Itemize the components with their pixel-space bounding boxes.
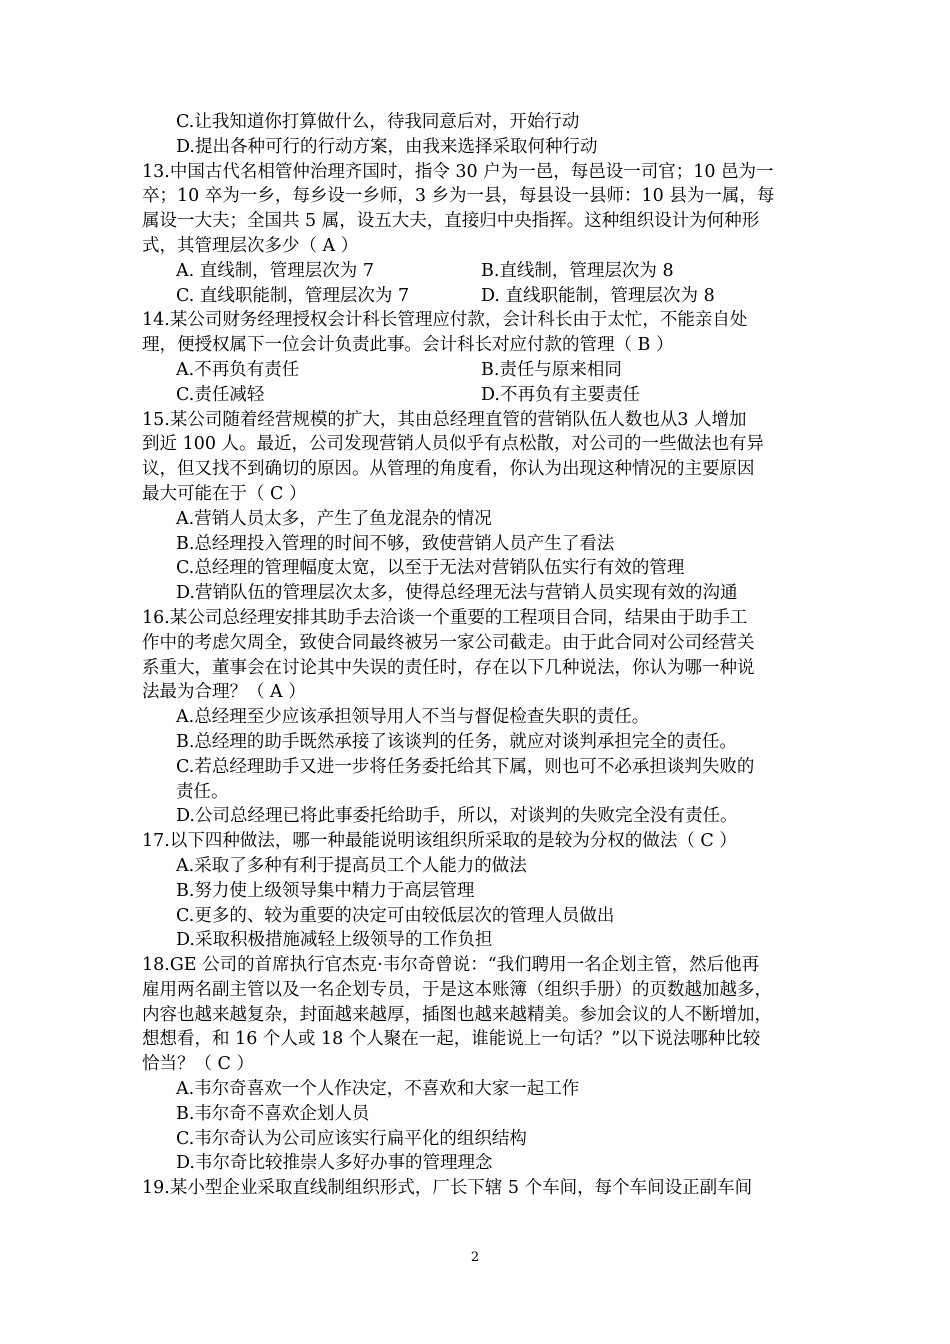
- question-line: 理，便授权属下一位会计负责此事。会计科长对应付款的管理（ B ）: [142, 335, 674, 356]
- question-line: 最大可能在于（ C ）: [142, 483, 307, 504]
- option-line: B.总经理投入管理的时间不够，致使营销人员产生了看法: [176, 533, 615, 554]
- option-line: B.努力使上级领导集中精力于高层管理: [176, 880, 475, 901]
- option-row: [142, 259, 810, 284]
- option-text: D. 直线职能制，管理层次为 8: [481, 285, 715, 306]
- option-line: B.韦尔奇不喜欢企划人员: [176, 1103, 370, 1124]
- question-line: 属设一大夫；全国共 5 属，设五大夫，直接归中央指挥。这种组织设计为何种形: [142, 211, 760, 232]
- option-text: B.责任与原来相同: [481, 359, 622, 380]
- option-line: D.韦尔奇比较推崇人多好办事的管理理念: [176, 1153, 493, 1174]
- option-row: [142, 358, 810, 383]
- question-line: 内容也越来越复杂，封面越来越厚，插图也越来越精美。参加会议的人不断增加，: [142, 1004, 772, 1025]
- question-line: 议，但又找不到确切的原因。从管理的角度看，你认为出现这种情况的主要原因: [142, 459, 755, 480]
- question-line: 14.某公司财务经理授权会计科长管理应付款，会计科长由于太忙，不能亲自处: [142, 310, 748, 331]
- question-line: 17.以下四种做法，哪一种最能说明该组织所采取的是较为分权的做法（ C ）: [142, 831, 737, 852]
- question-line: 法最为合理？（ A ）: [142, 682, 306, 703]
- option-line: D.采取积极措施减轻上级领导的工作负担: [176, 930, 493, 951]
- option-text: B.直线制，管理层次为 8: [481, 260, 674, 281]
- page-number: 2: [470, 1250, 480, 1265]
- option-line: A.采取了多种有利于提高员工个人能力的做法: [176, 855, 527, 876]
- option-line: B.总经理的助手既然承接了该谈判的任务，就应对谈判承担完全的责任。: [176, 731, 737, 752]
- option-line: C.韦尔奇认为公司应该实行扁平化的组织结构: [176, 1128, 527, 1149]
- option-line: A.总经理至少应该承担领导用人不当与督促检查失职的责任。: [176, 707, 650, 728]
- option-row: [142, 284, 810, 309]
- option-line: C.让我知道你打算做什么，待我同意后对，开始行动: [176, 112, 580, 132]
- question-line: 作中的考虑欠周全，致使合同最终被另一家公司截走。由于此合同对公司经营关: [142, 632, 755, 653]
- option-line: D.营销队伍的管理层次太多，使得总经理无法与营销人员实现有效的沟通: [176, 583, 738, 604]
- option-row: [142, 383, 810, 408]
- option-text: A.不再负有责任: [176, 359, 300, 380]
- document-body: [142, 110, 810, 1201]
- question-line: 19.某小型企业采取直线制组织形式，厂长下辖 5 个车间，每个车间设正副车间: [142, 1178, 753, 1199]
- question-line: 15.某公司随着经营规模的扩大，其由总经理直管的营销队伍人数也从3 人增加: [142, 409, 747, 430]
- question-line: 卒；10 卒为一乡，每乡设一乡师，3 乡为一县，每县设一县师：10 县为一属，每: [142, 186, 775, 207]
- option-text: D.不再负有主要责任: [481, 384, 640, 405]
- question-line: 想想看，和 16 个人或 18 个人聚在一起，谁能说上一句话？”以下说法哪种比较: [142, 1029, 761, 1050]
- question-line: 13.中国古代名相管仲治理齐国时，指令 30 户为一邑，每邑设一司官；10 邑为一: [142, 161, 774, 182]
- option-line: A.营销人员太多，产生了鱼龙混杂的情况: [176, 508, 492, 529]
- option-line: C.更多的、较为重要的决定可由较低层次的管理人员做出: [176, 905, 615, 926]
- option-line: 责任。: [176, 781, 229, 802]
- option-line: C.总经理的管理幅度太宽，以至于无法对营销队伍实行有效的管理: [176, 558, 685, 579]
- question-line: 系重大，董事会在讨论其中失误的责任时，存在以下几种说法，你认为哪一种说: [142, 657, 755, 678]
- question-line: 到近 100 人。最近，公司发现营销人员似乎有点松散，对公司的一些做法也有异: [142, 434, 765, 455]
- option-line: D.公司总经理已将此事委托给助手，所以，对谈判的失败完全没有责任。: [176, 806, 738, 827]
- option-text: C. 直线职能制，管理层次为 7: [176, 285, 410, 306]
- option-text: A. 直线制，管理层次为 7: [176, 260, 374, 281]
- option-text: C.责任减轻: [176, 384, 265, 405]
- option-line: A.韦尔奇喜欢一个人作决定，不喜欢和大家一起工作: [176, 1079, 580, 1100]
- question-line: 雇用两名副主管以及一名企划专员，于是这本账簿（组织手册）的页数越加越多，: [142, 979, 772, 1000]
- question-line: 式，其管理层次多少（ A ）: [142, 235, 359, 256]
- question-line: 16.某公司总经理安排其助手去洽谈一个重要的工程项目合同，结果由于助手工: [142, 607, 748, 628]
- question-line: 18.GE 公司的首席执行官杰克·韦尔奇曾说：“我们聘用一名企划主管，然后他再: [142, 955, 760, 976]
- option-line: C.若总经理助手又进一步将任务委托给其下属，则也可不必承担谈判失败的: [176, 756, 755, 777]
- question-line: 恰当？（ C ）: [142, 1054, 255, 1075]
- option-line: D.提出各种可行的行动方案，由我来选择采取何种行动: [176, 136, 598, 157]
